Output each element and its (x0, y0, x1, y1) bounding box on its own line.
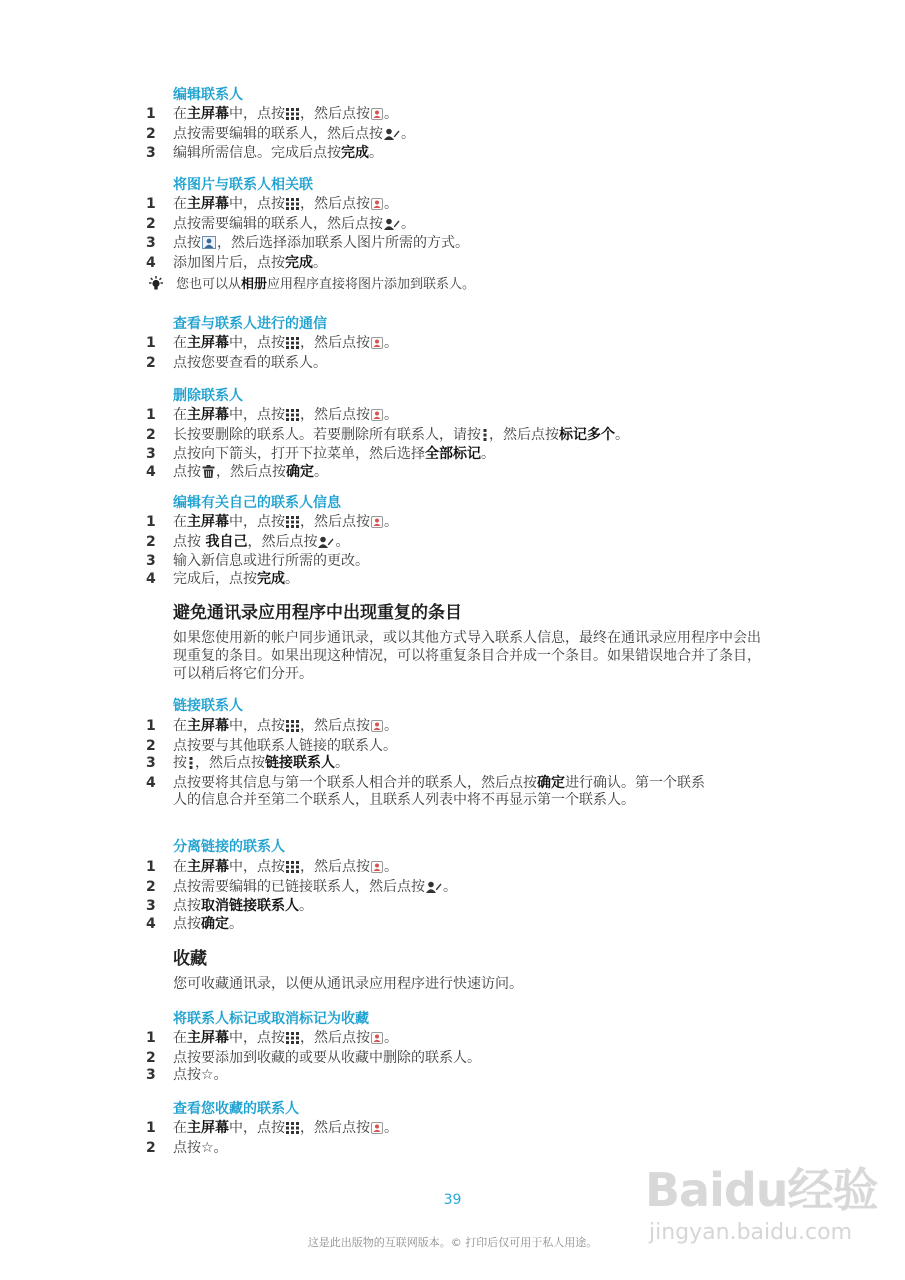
list-item: 1 在主屏幕中，点按 ，然后点按 。 (146, 407, 766, 427)
apps-grid-icon (286, 861, 299, 879)
steps-edit-contact (146, 106, 766, 163)
apps-grid-icon (286, 198, 299, 216)
list-item: 1 在主屏幕中，点按 ，然后点按 。 (146, 1030, 766, 1050)
apps-grid-icon (286, 720, 299, 738)
list-item: 2 点按要添加到收藏的或要从收藏中删除的联系人。 (146, 1049, 481, 1066)
subheading-view-communication: 查看与联系人进行的通信 (173, 316, 327, 332)
steps-delete-contact (146, 407, 766, 483)
contacts-app-icon (371, 198, 383, 216)
subheading-edit-my-info: 编辑有关自己的联系人信息 (173, 495, 341, 511)
list-item: 4 点按 ，然后点按确定。 (146, 464, 766, 484)
steps-associate-picture (146, 196, 766, 272)
list-item: 2 点按需要编辑的已链接联系人，然后点按 。 (146, 879, 766, 899)
light-bulb-icon (148, 276, 164, 297)
page-number: 39 (443, 1192, 462, 1208)
contacts-app-icon (371, 108, 383, 126)
page-footer: 这是此出版物的互联网版本。© 打印后仅可用于私人用途。 (307, 1236, 598, 1249)
subheading-delete-contact: 删除联系人 (173, 388, 243, 404)
list-item: 1 在主屏幕中，点按 ，然后点按 。 (146, 335, 766, 355)
watermark-brand: Baidu经验 (645, 1163, 878, 1217)
apps-grid-icon (286, 337, 299, 355)
list-item: 3 点按取消链接联系人。 (146, 898, 313, 914)
contacts-app-icon (371, 1032, 383, 1050)
paragraph-favorites: 您可收藏通讯录，以便从通讯录应用程序进行快速访问。 (173, 976, 523, 992)
list-item: 2 点按要与其他联系人链接的联系人。 (146, 737, 397, 754)
list-item: 2 点按需要编辑的联系人，然后点按 。 (146, 126, 766, 146)
contacts-app-icon (371, 861, 383, 879)
list-item: 2 点按您要查看的联系人。 (146, 354, 327, 371)
subheading-unlink-contacts: 分离链接的联系人 (173, 839, 285, 855)
menu-dots-icon (482, 429, 488, 447)
list-item: 3 编辑所需信息。完成后点按完成。 (146, 145, 383, 161)
subheading-mark-favorite: 将联系人标记或取消标记为收藏 (173, 1011, 369, 1027)
list-item: 3 点按向下箭头，打开下拉菜单，然后选择全部标记。 (146, 446, 495, 462)
apps-grid-icon (286, 1032, 299, 1050)
apps-grid-icon (286, 516, 299, 534)
contacts-app-icon (371, 516, 383, 534)
list-item: 2 点按需要编辑的联系人，然后点按 。 (146, 216, 766, 236)
list-item: 2 长按要删除的联系人。若要删除所有联系人，请按 ，然后点按标记多个。 (146, 427, 766, 447)
list-item: 3 按 ，然后点按链接联系人。 (146, 755, 766, 775)
subheading-link-contacts: 链接联系人 (173, 698, 243, 714)
heading-favorites: 收藏 (173, 949, 207, 969)
list-item: 1 在主屏幕中，点按 ，然后点按 。 (146, 859, 766, 879)
contact-picture-icon (202, 236, 216, 255)
steps-link-contacts (146, 718, 766, 810)
list-item: 3 输入新信息或进行所需的更改。 (146, 553, 369, 569)
list-item: 4 添加图片后，点按完成。 (146, 254, 327, 271)
steps-mark-favorite (146, 1030, 766, 1085)
list-item: 4 完成后，点按完成。 (146, 570, 299, 587)
contacts-app-icon (371, 720, 383, 738)
list-item: 3 点按 ，然后选择添加联系人图片所需的方式。 (146, 235, 766, 255)
paragraph-avoid-duplicates: 如果您使用新的帐户同步通讯录，或以其他方式导入联系人信息，最终在通讯录应用程序中会出现重复的条目。如果出现这种情况，可以将重复条目合并成一个条目。如果错误地合并了条目，可以稍后将它们分开。 (173, 630, 761, 682)
steps-view-communication (146, 335, 766, 372)
contacts-app-icon (371, 409, 383, 427)
subheading-view-favorites: 查看您收藏的联系人 (173, 1101, 299, 1117)
watermark-url: jingyan.baidu.com (649, 1220, 853, 1245)
edit-contact-icon (318, 536, 334, 554)
list-item: 2 点按☆。 (146, 1139, 228, 1156)
list-item: 4 点按要将其信息与第一个联系人相合并的联系人，然后点按确定进行确认。第一个联系人的信息合并至第二个联系人，且联系人列表中将不再显示第一个联系人。 (146, 774, 705, 808)
apps-grid-icon (286, 1122, 299, 1140)
contacts-app-icon (371, 1122, 383, 1140)
apps-grid-icon (286, 108, 299, 126)
contacts-app-icon (371, 337, 383, 355)
apps-grid-icon (286, 409, 299, 427)
list-item: 4 点按确定。 (146, 915, 243, 932)
edit-contact-icon (384, 128, 400, 146)
list-item: 3 点按☆。 (146, 1067, 228, 1083)
steps-unlink-contacts (146, 859, 766, 933)
list-item: 1 在主屏幕中，点按 ，然后点按 。 (146, 196, 766, 216)
list-item: 2 点按 我自己，然后点按 。 (146, 534, 766, 554)
subheading-edit-contact: 编辑联系人 (173, 87, 243, 103)
steps-edit-my-info (146, 514, 766, 588)
menu-dots-icon (188, 757, 194, 775)
heading-avoid-duplicates: 避免通讯录应用程序中出现重复的条目 (173, 603, 462, 623)
tip-text: 您也可以从相册应用程序直接将图片添加到联系人。 (176, 277, 476, 292)
list-item: 1 在主屏幕中，点按 ，然后点按 。 (146, 718, 766, 738)
list-item: 1 在主屏幕中，点按 ，然后点按 。 (146, 514, 766, 534)
list-item: 1 在主屏幕中，点按 ，然后点按 。 (146, 1120, 766, 1140)
subheading-associate-picture: 将图片与联系人相关联 (173, 177, 313, 193)
trash-icon (202, 465, 215, 484)
edit-contact-icon (384, 218, 400, 236)
list-item: 1 在主屏幕中，点按 ，然后点按 。 (146, 106, 766, 126)
edit-contact-icon (426, 881, 442, 899)
